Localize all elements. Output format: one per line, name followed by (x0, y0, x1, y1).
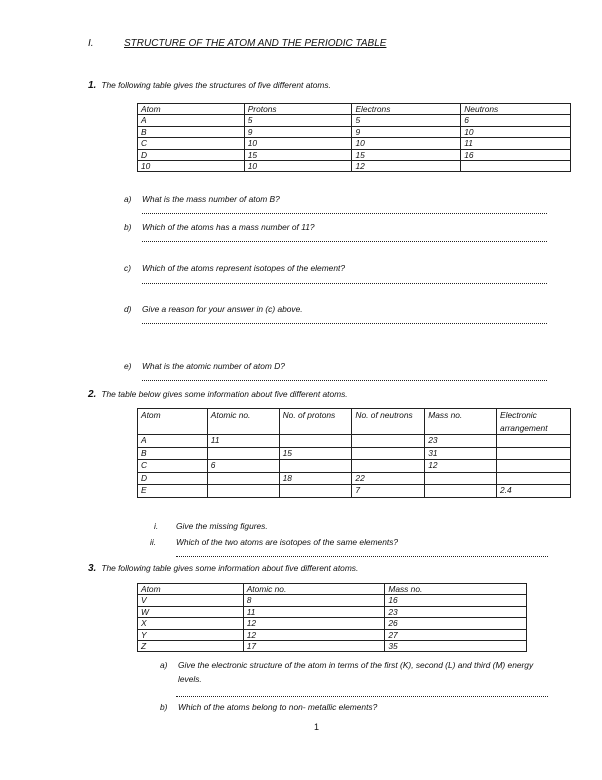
table-cell (425, 485, 497, 498)
table-cell: 27 (385, 629, 527, 640)
table-cell: 12 (425, 460, 497, 473)
part-text: Give the missing figures. (176, 521, 268, 531)
table-cell (279, 460, 352, 473)
part-text: What is the atomic number of atom D? (142, 361, 285, 371)
table-cell (279, 435, 352, 448)
q1-intro (88, 80, 331, 91)
table-cell: 2.4 (497, 485, 571, 498)
q1-number: 1. (88, 80, 97, 91)
table-cell: 23 (385, 606, 527, 617)
table-cell: 26 (385, 618, 527, 629)
table-cell: A (138, 115, 245, 126)
table-header-cell: Atom (138, 584, 244, 595)
table-header-cell: Atomic no. (243, 584, 385, 595)
page-number: 1 (314, 722, 320, 732)
table-cell (497, 460, 571, 473)
table-header-row (138, 584, 527, 595)
q1-table-body (138, 104, 571, 172)
table-cell: 18 (279, 472, 352, 485)
table-cell (207, 485, 279, 498)
table-cell: 23 (425, 435, 497, 448)
table-row (138, 595, 527, 606)
table-cell (497, 472, 571, 485)
q1-answer-line-c[interactable] (142, 283, 547, 284)
table-cell (352, 447, 425, 460)
table-cell: E (138, 485, 208, 498)
table-cell: V (138, 595, 244, 606)
table-cell: 16 (461, 149, 571, 160)
table-cell (352, 460, 425, 473)
table-cell: 15 (244, 149, 352, 160)
table-cell: 31 (425, 447, 497, 460)
q2-intro (88, 389, 348, 400)
q2-intro-text: The table below gives some information about five different atoms. (101, 389, 348, 399)
part-label: b) (124, 222, 132, 232)
q3-intro-text: The following table gives some information about five different atoms. (101, 563, 359, 573)
q3-intro (88, 563, 358, 574)
part-label: a) (124, 194, 132, 204)
table-cell: Y (138, 629, 244, 640)
table-cell: 10 (244, 138, 352, 149)
table-cell: 12 (352, 161, 461, 172)
table-cell (461, 161, 571, 172)
table-cell: 6 (461, 115, 571, 126)
table-row (138, 115, 571, 126)
table-cell (207, 447, 279, 460)
q2-table (137, 408, 571, 498)
table-cell: 11 (461, 138, 571, 149)
section-heading (88, 38, 387, 49)
table-cell: D (138, 472, 208, 485)
section-numeral: I. (88, 38, 94, 49)
table-cell: 10 (461, 126, 571, 137)
table-cell: 10 (352, 138, 461, 149)
part-label: e) (124, 361, 132, 371)
table-cell (497, 435, 571, 448)
table-cell: 7 (352, 485, 425, 498)
table-header-cell: Atom (138, 409, 208, 435)
table-cell: 10 (244, 161, 352, 172)
q2-answer-line[interactable] (176, 556, 548, 557)
table-cell: X (138, 618, 244, 629)
table-cell: 5 (352, 115, 461, 126)
table-header-cell: Protons (244, 104, 352, 115)
table-cell: D (138, 149, 245, 160)
q3-number: 3. (88, 563, 97, 574)
q3-table (137, 583, 527, 652)
table-cell: 5 (244, 115, 352, 126)
table-cell: A (138, 435, 208, 448)
table-cell (425, 472, 497, 485)
table-header-cell: Neutrons (461, 104, 571, 115)
q3-answer-line[interactable] (176, 696, 548, 697)
part-label: b) (160, 702, 168, 712)
table-cell: 11 (243, 606, 385, 617)
part-label: i. (154, 521, 159, 531)
table-cell: Z (138, 641, 244, 652)
part-text: Which of the two atoms are isotopes of the same elements? (176, 537, 399, 547)
table-cell: 6 (207, 460, 279, 473)
table-row (138, 618, 527, 629)
table-row (138, 485, 571, 498)
q1-answer-line-a[interactable] (142, 213, 547, 214)
table-header-cell: No. of protons (279, 409, 352, 435)
part-text: Which of the atoms has a mass number of 11? (142, 222, 315, 232)
part-label: ii. (150, 537, 157, 547)
part-text: Which of the atoms belong to non- metallic elements? (178, 702, 378, 712)
table-cell: C (138, 460, 208, 473)
table-cell (352, 435, 425, 448)
table-row (138, 149, 571, 160)
table-row (138, 161, 571, 172)
table-cell: 8 (243, 595, 385, 606)
q3-table-body (138, 584, 527, 652)
table-cell: C (138, 138, 245, 149)
table-row (138, 435, 571, 448)
table-header-cell: Atom (138, 104, 245, 115)
table-header-cell: Electrons (352, 104, 461, 115)
q2-number: 2. (88, 389, 97, 400)
table-header-cell: No. of neutrons (352, 409, 425, 435)
part-text: Which of the atoms represent isotopes of the element? (142, 263, 345, 273)
part-label: d) (124, 304, 132, 314)
table-cell: 16 (385, 595, 527, 606)
table-cell: 22 (352, 472, 425, 485)
table-cell (279, 485, 352, 498)
table-cell: W (138, 606, 244, 617)
table-cell: 35 (385, 641, 527, 652)
q1-answer-line-b[interactable] (142, 241, 547, 242)
table-row (138, 447, 571, 460)
part-text: Give a reason for your answer in (c) above. (142, 304, 303, 314)
part-label: c) (124, 263, 131, 273)
table-cell: 15 (279, 447, 352, 460)
table-header-row (138, 409, 571, 435)
table-cell: 15 (352, 149, 461, 160)
q1-table (137, 103, 571, 172)
table-row (138, 629, 527, 640)
part-text: What is the mass number of atom B? (142, 194, 280, 204)
table-cell (497, 447, 571, 460)
table-cell: 17 (243, 641, 385, 652)
part-text-continued: levels. (178, 674, 202, 684)
table-cell: 9 (244, 126, 352, 137)
table-cell: 10 (138, 161, 245, 172)
table-header-cell: Atomic no. (207, 409, 279, 435)
table-row (138, 138, 571, 149)
q2-table-body (138, 409, 571, 498)
table-header-cell: Electronic arrangement (497, 409, 571, 435)
part-text: Give the electronic structure of the atom in terms of the first (K), second (L) and third (M) energy (178, 660, 534, 670)
table-row (138, 641, 527, 652)
table-row (138, 472, 571, 485)
q1-answer-line-d[interactable] (142, 323, 547, 324)
q1-answer-line-e[interactable] (142, 380, 547, 381)
table-row (138, 606, 527, 617)
table-header-row (138, 104, 571, 115)
table-row (138, 126, 571, 137)
table-header-cell: Mass no. (425, 409, 497, 435)
table-cell: 9 (352, 126, 461, 137)
table-header-cell: Mass no. (385, 584, 527, 595)
q1-intro-text: The following table gives the structures of five different atoms. (101, 80, 331, 90)
table-row (138, 460, 571, 473)
table-cell (207, 472, 279, 485)
table-cell: B (138, 447, 208, 460)
table-cell: 12 (243, 629, 385, 640)
table-cell: 11 (207, 435, 279, 448)
part-label: a) (160, 660, 168, 670)
table-cell: B (138, 126, 245, 137)
table-cell: 12 (243, 618, 385, 629)
section-title: STRUCTURE OF THE ATOM AND THE PERIODIC TABLE (124, 38, 387, 49)
